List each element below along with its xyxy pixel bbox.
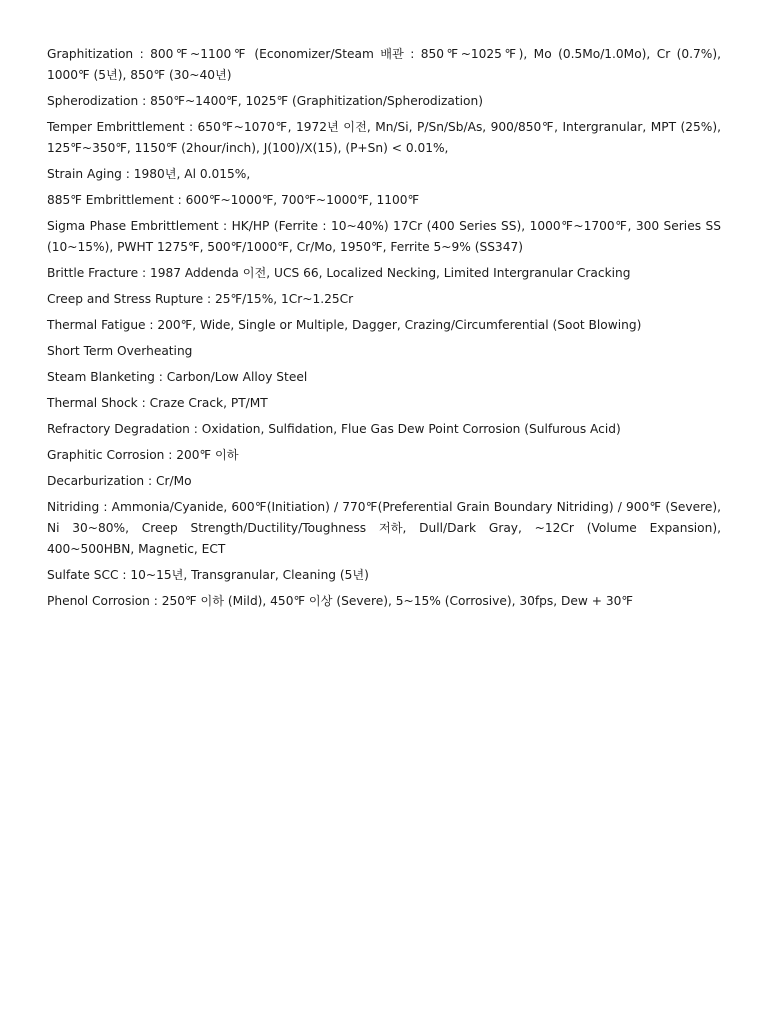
paragraph-sigma-phase-embrittlement: Sigma Phase Embrittlement : HK/HP (Ferrite : 10~40%) 17Cr (400 Series SS), 1000℉~1700℉, 300 Series SS (10~15%), PWHT 1275℉, 500℉/1000℉, Cr/Mo, 1950℉, Ferrite 5~9% (SS347) bbox=[47, 219, 721, 254]
paragraph-graphitic-corrosion: Graphitic Corrosion : 200℉ 이하 bbox=[47, 448, 239, 462]
paragraph-thermal-shock: Thermal Shock : Craze Crack, PT/MT bbox=[47, 396, 268, 410]
paragraph-decarburization: Decarburization : Cr/Mo bbox=[47, 474, 192, 488]
paragraph-885f-embrittlement: 885℉ Embrittlement : 600℉~1000℉, 700℉~1000℉, 1100℉ bbox=[47, 193, 420, 207]
paragraph-thermal-fatigue: Thermal Fatigue : 200℉, Wide, Single or Multiple, Dagger, Crazing/Circumferential (Soot Blowing) bbox=[47, 318, 642, 332]
paragraph-creep-stress-rupture: Creep and Stress Rupture : 25℉/15%, 1Cr~1.25Cr bbox=[47, 292, 354, 306]
paragraph-temper-embrittlement: Temper Embrittlement : 650℉~1070℉, 1972년 이전, Mn/Si, P/Sn/Sb/As, 900/850℉, Intergranular, MPT (25%), 125℉~350℉, 1150℉ (2hour/inch), J(100)/X(15), (P+Sn) < 0.01%, bbox=[47, 120, 721, 155]
paragraph-short-term-overheating: Short Term Overheating bbox=[47, 344, 193, 358]
paragraph-graphitization: Graphitization : 800℉~1100℉ (Economizer/Steam 배관 : 850℉~1025℉), Mo (0.5Mo/1.0Mo), Cr (0.7%), 1000℉ (5년), 850℉ (30~40년) bbox=[47, 47, 721, 82]
paragraph-spherodization: Spherodization : 850℉~1400℉, 1025℉ (Graphitization/Spherodization) bbox=[47, 94, 483, 108]
paragraph-phenol-corrosion: Phenol Corrosion : 250℉ 이하 (Mild), 450℉ 이상 (Severe), 5~15% (Corrosive), 30fps, Dew + 30℉ bbox=[47, 594, 633, 608]
document-page bbox=[47, 44, 721, 617]
paragraph-brittle-fracture: Brittle Fracture : 1987 Addenda 이전, UCS 66, Localized Necking, Limited Intergranular Cracking bbox=[47, 266, 631, 280]
paragraph-steam-blanketing: Steam Blanketing : Carbon/Low Alloy Steel bbox=[47, 370, 308, 384]
paragraph-nitriding: Nitriding : Ammonia/Cyanide, 600℉(Initiation) / 770℉(Preferential Grain Boundary Nitriding) / 900℉ (Severe), Ni 30~80%, Creep Strength/Ductility/Toughness 저하, Dull/Dark Gray, ~12Cr (Volume Expansion), 400~500HBN, Magnetic, ECT bbox=[47, 500, 721, 556]
paragraph-refractory-degradation: Refractory Degradation : Oxidation, Sulfidation, Flue Gas Dew Point Corrosion (Sulfurous Acid) bbox=[47, 422, 621, 436]
paragraph-strain-aging: Strain Aging : 1980년, Al 0.015%, bbox=[47, 167, 251, 181]
paragraph-sulfate-scc: Sulfate SCC : 10~15년, Transgranular, Cleaning (5년) bbox=[47, 568, 369, 582]
